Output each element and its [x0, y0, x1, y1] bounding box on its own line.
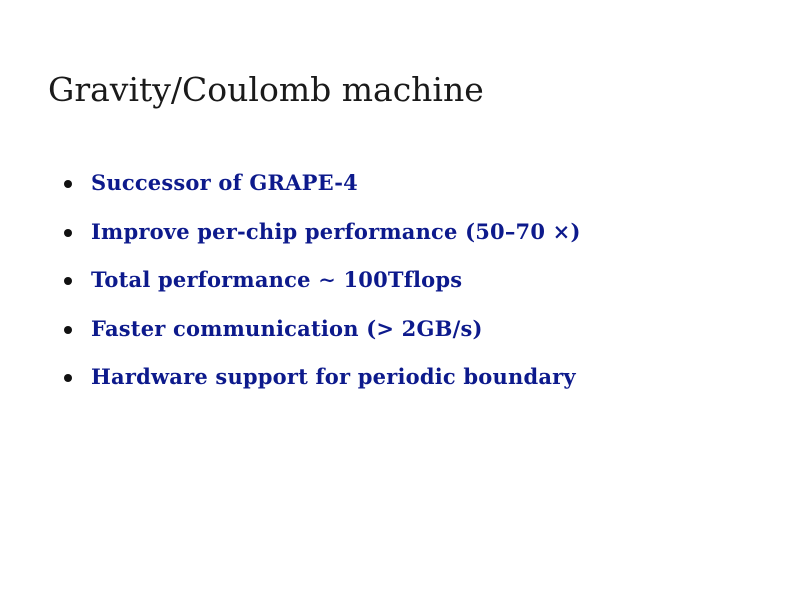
bullet-text: Faster communication (> 2GB/s)	[91, 315, 483, 341]
bullet-icon	[64, 277, 72, 285]
slide-title: Gravity/Coulomb machine	[48, 70, 484, 109]
bullet-text: Hardware support for periodic boundary	[91, 364, 576, 389]
bullet-item	[64, 166, 581, 215]
bullet-text: Total performance ∼ 100Tflops	[91, 267, 463, 292]
bullet-item	[64, 263, 581, 312]
bullet-icon	[64, 326, 72, 334]
bullet-item	[64, 312, 581, 361]
bullet-icon	[64, 229, 72, 237]
bullet-icon	[64, 180, 72, 188]
bullet-item	[64, 215, 581, 264]
bullet-text: Successor of GRAPE-4	[91, 170, 358, 195]
bullet-text: Improve per-chip performance (50–70 ×)	[91, 218, 581, 244]
bullet-icon	[64, 374, 72, 382]
bullet-list	[64, 166, 581, 409]
bullet-item	[64, 360, 581, 409]
